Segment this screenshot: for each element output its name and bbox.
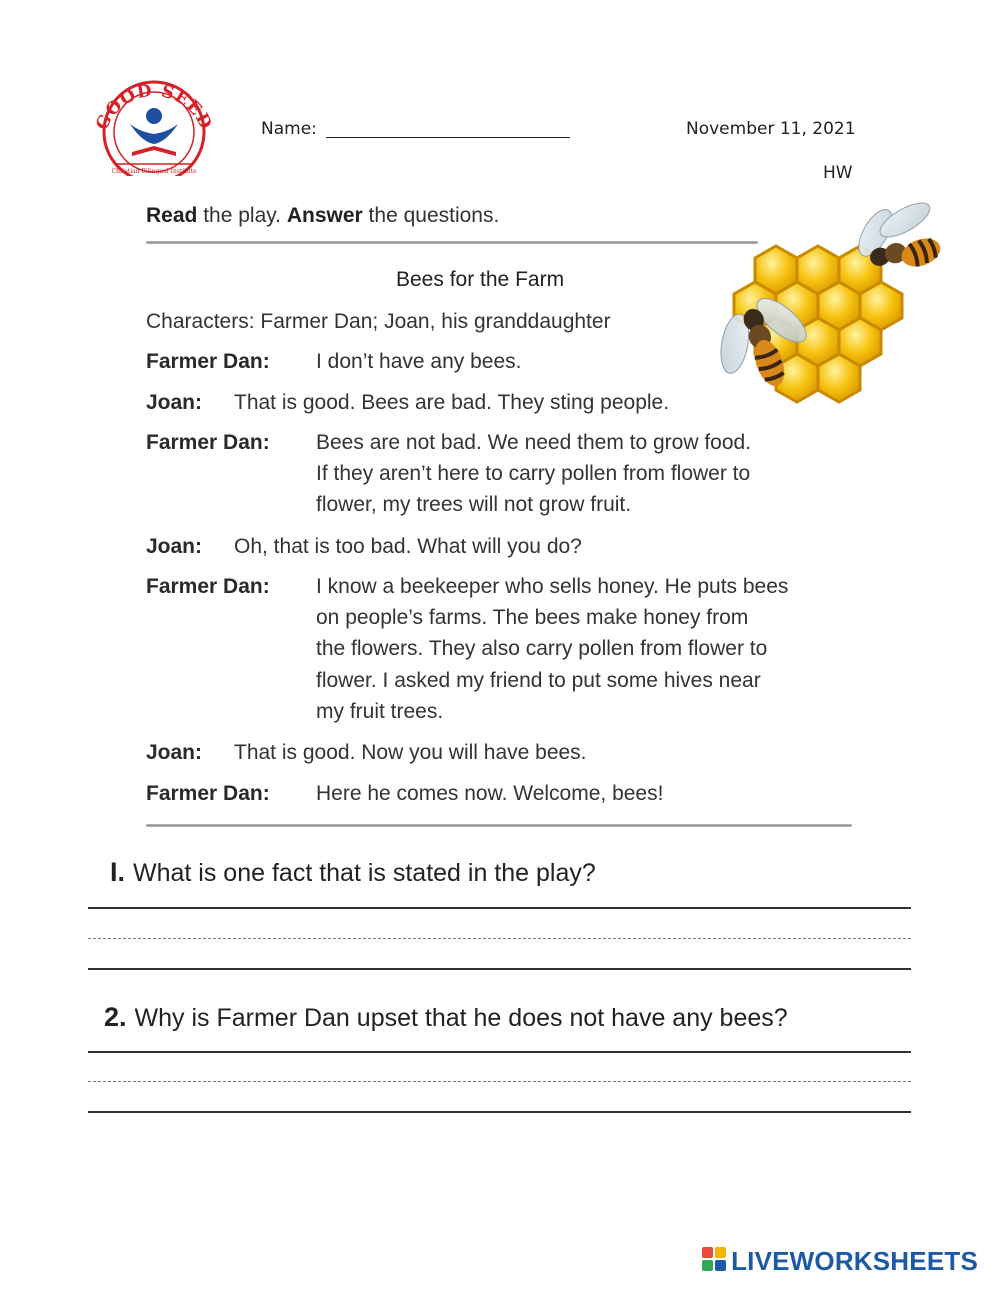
homework-label: HW — [823, 163, 853, 183]
date-text: November 11, 2021 — [686, 119, 856, 139]
dialogue-line: That is good. Now you will have bees. — [234, 741, 587, 764]
speaker-label: Joan: — [146, 535, 203, 558]
dialogue-line: on people’s farms. The bees make honey from — [316, 606, 749, 629]
instruction-end: the questions. — [362, 204, 500, 227]
school-logo — [86, 72, 222, 176]
bees-honeycomb-image — [712, 198, 974, 414]
dialogue-line: Bees are not bad. We need them to grow food. — [316, 431, 752, 454]
dialogue-line: the flowers. They also carry pollen from flower to — [316, 637, 768, 660]
dialogue-line: my fruit trees. — [316, 700, 444, 723]
characters-line: Characters: Farmer Dan; Joan, his granddaughter — [146, 310, 611, 333]
logo-text: GOOD SEED — [92, 80, 216, 134]
dialogue-line: That is good. Bees are bad. They sting people. — [234, 391, 670, 414]
question-1 — [110, 857, 596, 888]
answer-line[interactable] — [88, 968, 911, 970]
dialogue-line: I know a beekeeper who sells honey. He puts bees — [316, 575, 789, 598]
liveworksheets-brand[interactable] — [701, 1245, 978, 1277]
dialogue-line: flower. I asked my friend to put some hives near — [316, 669, 761, 692]
question-number: 2. — [104, 1002, 127, 1032]
play-title: Bees for the Farm — [396, 268, 565, 291]
name-label: Name: — [261, 119, 317, 139]
dialogue-line: If they aren’t here to carry pollen from flower to — [316, 462, 751, 485]
speaker-label: Joan: — [146, 391, 203, 414]
logo-subtitle: Christian Bilingual Institute — [111, 168, 197, 175]
answer-guide-line — [88, 938, 911, 939]
speaker-label: Farmer Dan: — [146, 575, 270, 598]
speaker-label: Farmer Dan: — [146, 431, 270, 454]
instruction-read: Read — [146, 204, 198, 227]
dialogue-line: flower, my trees will not grow fruit. — [316, 493, 632, 516]
liveworksheets-text: LIVEWORKSHEETS — [731, 1245, 978, 1276]
speaker-label: Farmer Dan: — [146, 782, 270, 805]
divider-bottom — [146, 824, 852, 827]
question-2 — [104, 1002, 788, 1033]
speaker-label: Joan: — [146, 741, 203, 764]
question-text: Why is Farmer Dan upset that he does not have any bees? — [134, 1004, 788, 1032]
dialogue-line: Here he comes now. Welcome, bees! — [316, 782, 664, 805]
question-text: What is one fact that is stated in the play? — [133, 859, 596, 887]
question-number: I. — [110, 857, 126, 887]
answer-line[interactable] — [88, 1111, 911, 1113]
instruction-answer: Answer — [286, 204, 363, 227]
answer-line[interactable] — [88, 1051, 911, 1053]
liveworksheets-logo-icon — [701, 1246, 727, 1277]
dialogue-line: Oh, that is too bad. What will you do? — [234, 535, 582, 558]
svg-text:GOOD SEED — [92, 81, 216, 134]
instruction-middle: the play. — [197, 204, 287, 227]
speaker-label: Farmer Dan: — [146, 350, 270, 373]
answer-line[interactable] — [88, 907, 911, 909]
dialogue-line: I don’t have any bees. — [316, 350, 522, 373]
divider-top — [146, 241, 758, 244]
name-field-line[interactable] — [326, 137, 570, 138]
answer-guide-line — [88, 1081, 911, 1082]
instruction-text — [146, 204, 499, 228]
